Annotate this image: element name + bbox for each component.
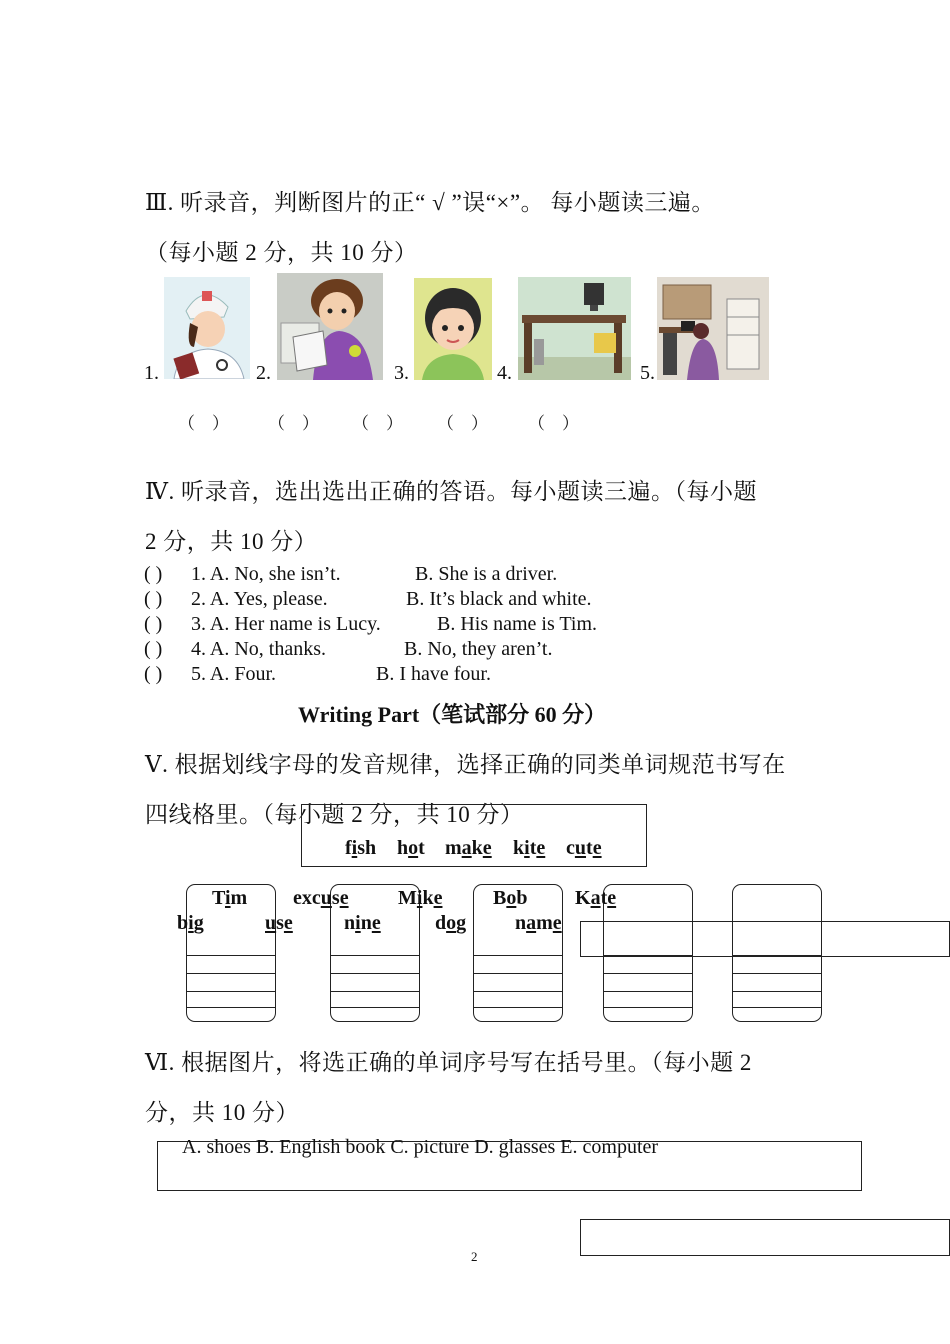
answer-paren[interactable]: ( ) <box>144 588 163 610</box>
grid-word: Tim <box>212 887 248 909</box>
item-number: 5. <box>640 362 655 384</box>
grid-word: nine <box>344 912 381 934</box>
grid-word: excuse <box>293 887 349 909</box>
stray-box <box>580 921 950 957</box>
section-4-heading: Ⅳ. 听录音，选出选出正确的答语。每小题读三遍。（每小题 <box>145 479 757 504</box>
option-b: B. I have four. <box>376 663 491 685</box>
option-b: B. It’s black and white. <box>406 588 592 610</box>
word-bank-item: make <box>445 837 492 859</box>
boy-reading-picture <box>277 273 383 380</box>
answer-paren[interactable]: ( ) <box>144 563 163 585</box>
girl-portrait-picture <box>414 278 492 380</box>
item-number: 2. <box>256 362 271 384</box>
word-bank-item: cute <box>566 837 602 859</box>
answer-paren[interactable]: （ ） <box>352 414 403 433</box>
grid-word: Kate <box>575 887 617 909</box>
grid-word: use <box>265 912 293 934</box>
answer-paren[interactable]: ( ) <box>144 663 163 685</box>
option-b: B. His name is Tim. <box>437 613 598 635</box>
answer-paren[interactable]: （ ） <box>268 414 319 433</box>
answer-paren[interactable]: （ ） <box>528 414 579 433</box>
grid-word: Bob <box>493 887 528 909</box>
grid-word: dog <box>435 912 467 934</box>
item-number: 4. <box>497 362 512 384</box>
writing-part-title: Writing Part（笔试部分 60 分） <box>298 702 607 727</box>
item-number: 1. <box>144 362 159 384</box>
grid-word: big <box>177 912 204 934</box>
option-a: 4. A. No, thanks. <box>191 638 326 660</box>
answer-paren[interactable]: ( ) <box>144 613 163 635</box>
section-6-score: 分，共 10 分） <box>145 1100 299 1125</box>
option-b: B. No, they aren’t. <box>404 638 553 660</box>
section-4-score: 2 分，共 10 分） <box>145 529 318 554</box>
section-3-score: （每小题 2 分，共 10 分） <box>145 240 418 265</box>
stray-box <box>580 1219 950 1256</box>
nurse-picture <box>164 277 250 379</box>
option-a: 2. A. Yes, please. <box>191 588 328 610</box>
options-text: A. shoes B. English book C. picture D. glasses E. computer <box>182 1136 659 1158</box>
item-number: 3. <box>394 362 409 384</box>
answer-paren[interactable]: ( ) <box>144 638 163 660</box>
answer-paren[interactable]: （ ） <box>178 414 229 433</box>
option-a: 5. A. Four. <box>191 663 277 685</box>
option-a: 1. A. No, she isn’t. <box>191 563 341 585</box>
word-bank-item: hot <box>397 837 425 859</box>
word-bank-item: fish <box>345 837 377 859</box>
section-5-heading: Ⅴ. 根据划线字母的发音规律，选择正确的同类单词规范书写在 <box>145 752 786 777</box>
grid-word: name <box>515 912 562 934</box>
study-room-picture <box>657 277 769 380</box>
word-bank-item: kite <box>513 837 546 859</box>
option-a: 3. A. Her name is Lucy. <box>191 613 381 635</box>
section-5-score: 四线格里。（每小题 2 分，共 10 分） <box>145 802 524 827</box>
section-6-heading: Ⅵ. 根据图片，将选正确的单词序号写在括号里。（每小题 2 <box>145 1050 752 1075</box>
option-b: B. She is a driver. <box>415 563 558 585</box>
desk-computer-picture <box>518 277 631 380</box>
answer-paren[interactable]: （ ） <box>437 414 488 433</box>
page-number: 2 <box>471 1249 478 1264</box>
grid-word: Mike <box>398 887 443 909</box>
section-3-heading: Ⅲ. 听录音，判断图片的正“ √ ”误“×”。 每小题读三遍。 <box>145 190 715 215</box>
